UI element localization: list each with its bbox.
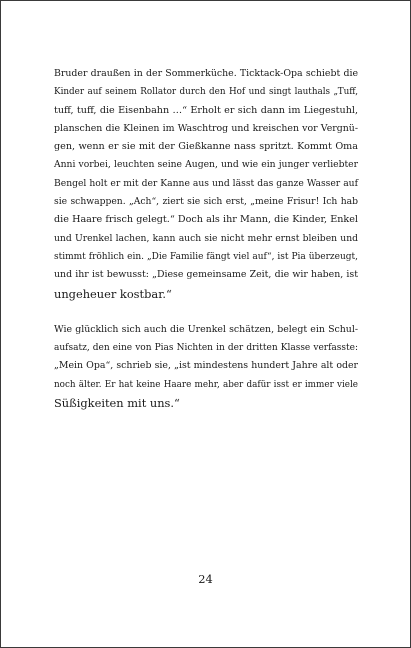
paragraph-1 [54, 65, 358, 303]
text-line: Wie glücklich sich auch die Urenkel schätzen, belegt ein Schul- [54, 323, 358, 335]
text-line: Anni vorbei, leuchten seine Augen, und wie ein junger verliebter [54, 159, 358, 171]
text-line: stimmt fröhlich ein. „Die Familie fängt viel auf“, ist Pia überzeugt, [54, 251, 358, 262]
page-number: 24 [198, 572, 213, 586]
text-line: noch älter. Er hat keine Haare mehr, aber dafür isst er immer viele [54, 379, 358, 390]
text-line: aufsatz, den eine von Pias Nichten in der dritten Klasse verfasste: [54, 343, 358, 354]
text-line: planschen die Kleinen im Waschtrog und kreischen vor Vergnü- [54, 122, 358, 134]
text-line: die Haare frisch gelegt.“ Doch als ihr Mann, die Kinder, Enkel [54, 214, 358, 226]
text-line: Süßigkeiten mit uns.“ [54, 396, 180, 411]
body-text [54, 65, 358, 412]
text-line: Kinder auf seinem Rollator durch den Hof und singt lauthals „Tuff, [54, 87, 358, 98]
paragraph-2 [54, 321, 358, 412]
text-line: „Mein Opa“, schrieb sie, „ist mindestens hundert Jahre alt oder [54, 360, 358, 372]
text-line: und ihr ist bewusst: „Diese gemeinsame Zeit, die wir haben, ist [54, 269, 358, 281]
text-line: und Urenkel lachen, kann auch sie nicht mehr ernst bleiben und [54, 232, 358, 244]
text-line: tuff, tuff, die Eisenbahn …“ Erholt er sich dann im Liegestuhl, [54, 104, 358, 116]
text-line: sie schwappen. „Ach“, ziert sie sich erst, „meine Frisur! Ich hab [54, 196, 358, 208]
text-line: gen, wenn er sie mit der Gießkanne nass spritzt. Kommt Oma [54, 141, 358, 153]
text-line: ungeheuer kostbar.“ [54, 286, 172, 301]
text-line: Bruder draußen in der Sommerküche. Ticktack-Opa schiebt die [54, 68, 358, 79]
text-line: Bengel holt er mit der Kanne aus und lässt das ganze Wasser auf [54, 177, 358, 189]
paragraph-spacer [54, 303, 358, 321]
